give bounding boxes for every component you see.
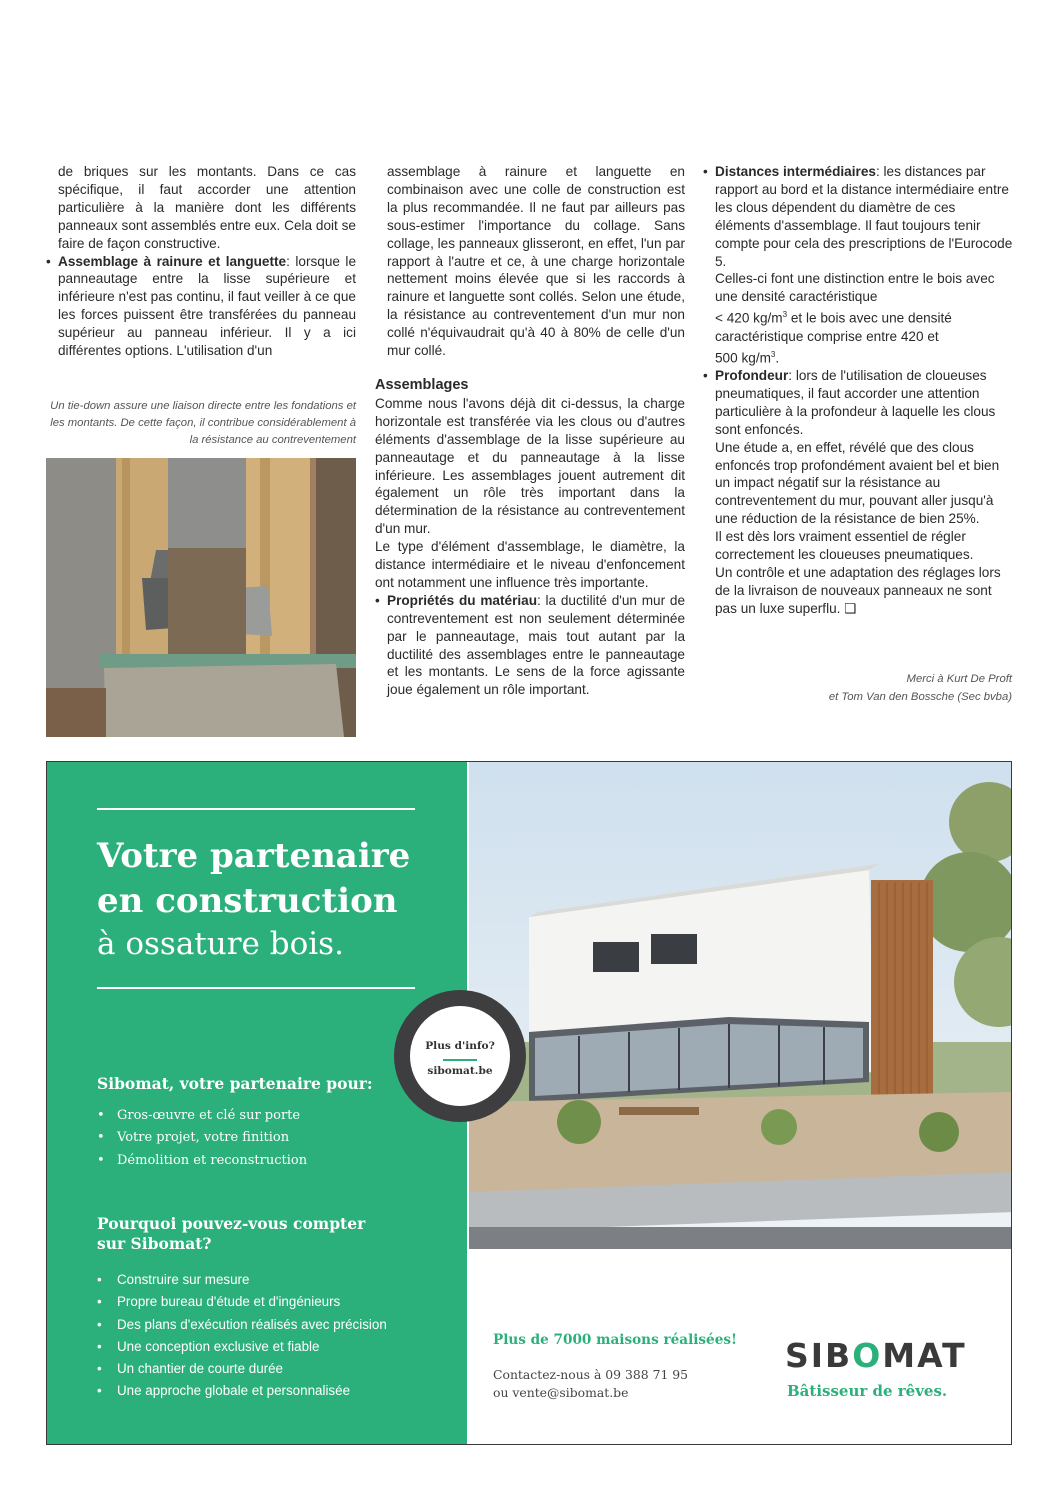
section-heading: Assemblages — [375, 376, 469, 393]
logo-part-o: O — [852, 1336, 883, 1375]
why-list — [97, 1269, 387, 1403]
info-badge-question: Plus d'info? — [425, 1040, 495, 1052]
col3-paragraph-3: Il est dès lors vraiment essentiel de régler correctement les cloueuses pneumatiques. — [715, 529, 974, 563]
logo-part-1: SIB — [785, 1336, 853, 1375]
logo-part-2: MAT — [882, 1336, 967, 1375]
end-mark-icon: ❑ — [844, 600, 857, 616]
col3-bullet-1-term: Distances intermédiaires — [715, 164, 876, 179]
ad-title-line-2: en construction — [97, 881, 398, 921]
credit-line-1: Merci à Kurt De Proft — [906, 673, 1012, 685]
info-badge-inner — [410, 1006, 510, 1106]
list-item: • Gros-œuvre et clé sur porte — [97, 1105, 307, 1127]
list-item: • Votre projet, votre finition — [97, 1127, 307, 1149]
column-1 — [46, 163, 356, 360]
col3-bullet-1-text: : les distances par rapport au bord et la distance intermédiaire entre les clous dépendent du diamètre de ces éléments d'assemblage. Il faut toujours tenir compte pour cela des prescriptions de l'Eurocode 5. — [715, 164, 1013, 269]
col3-bullet-2 — [703, 367, 1013, 439]
density-text-a: Celles-ci font une distinction entre le bois avec une densité caractéristique — [715, 271, 995, 305]
col3-bullet-2-text: : lors de l'utilisation de cloueuses pneumatiques, il faut accorder une attention particulière à la profondeur à laquelle les clous sont enfoncés. — [715, 368, 996, 437]
contact-email[interactable]: ou vente@sibomat.be — [493, 1385, 629, 1400]
col2-paragraph-3: Le type d'élément d'assemblage, le diamètre, la distance intermédiaire et le niveau d'enfoncement ont notamment une influence très importante. — [375, 539, 685, 590]
list-item: • Un chantier de courte durée — [97, 1358, 387, 1380]
list-item: • Démolition et reconstruction — [97, 1150, 307, 1172]
info-badge[interactable] — [394, 990, 526, 1122]
photo-caption: Un tie-down assure une liaison directe entre les fondations et les montants. De cette façon, il contribue considérablement à la résistance au contreventement — [50, 400, 356, 446]
col2-bullet-term: Propriétés du matériau — [387, 592, 538, 608]
tie-down-illustration — [46, 458, 356, 737]
tie-down-photo — [46, 458, 356, 737]
ad-subtitle: à ossature bois. — [97, 926, 344, 962]
col1-bullet — [46, 253, 356, 360]
list-item: • Des plans d'exécution réalisés avec précision — [97, 1314, 387, 1336]
why-heading-line-1: Pourquoi pouvez-vous compter — [97, 1214, 366, 1233]
acknowledgement — [740, 670, 1012, 706]
superscript-1: 3 — [782, 310, 788, 320]
website-link[interactable]: sibomat.be — [427, 1065, 493, 1077]
col2-paragraph-1: assemblage à rainure et languette en combinaison avec une colle de construction est la plus recommandée. Il ne faut par ailleurs pas sous-estimer l'importance du collage. Sans collage, les panneaux glisseront, en effet, l'un par rapport à l'autre et ce, à une charge horizontale nettement moins élevée que si les raccords à rainure et languette sont collés. Selon une étude, la résistance au contreventement d'un mur non collé n'équivaudrait qu'à 40 à 80% de celle d'un mur collé. — [387, 164, 685, 359]
column-3 — [703, 163, 1013, 618]
col3-paragraph-4 — [703, 564, 1013, 618]
top-rule — [97, 808, 415, 810]
tagline: Bâtisseur de rêves. — [787, 1382, 948, 1400]
col2-bullet — [375, 592, 685, 699]
col2-paragraph-2: Comme nous l'avons déjà dit ci-dessus, la charge horizontale est transférée via les clous ou d'autres éléments d'assemblage de la lisse supérieure au panneautage et du panneautage à la lisse inférieure. Les assemblages jouent autrement dit également un rôle très important dans la détermination de la résistance au contreventement d'un mur. — [375, 395, 685, 537]
col3-paragraph-4-text: Un contrôle et une adaptation des réglages lors de la livraison de nouveaux panneaux ne sont pas un luxe superflu. — [715, 565, 1001, 616]
col1-paragraph: de briques sur les montants. Dans ce cas spécifique, il faut accorder une attention particulière à la manière dont les différents panneaux sont assemblés entre eux. Cela doit se faire de façon constructive. — [58, 164, 356, 251]
info-badge-divider — [443, 1059, 477, 1061]
bottom-rule — [97, 987, 415, 989]
partner-list — [97, 1105, 307, 1172]
col3-paragraph-2: Une étude a, en effet, révélé que des clous enfoncés trop profondément avaient bel et bien un impact négatif sur la résistance au contreventement du mur, pouvant aller jusqu'à une réduction de la résistance de bien 25%. — [715, 439, 1000, 527]
density-text-e: . — [775, 350, 780, 366]
column-2 — [375, 163, 685, 699]
col3-bullet-2-term: Profondeur — [715, 368, 789, 384]
ad-title-line-1: Votre partenaire — [97, 836, 411, 876]
list-item: • Propre bureau d'étude et d'ingénieurs — [97, 1291, 387, 1313]
density-text-d: 500 kg/m — [715, 350, 771, 366]
sibomat-logo — [785, 1336, 967, 1375]
partner-heading: Sibomat, votre partenaire pour: — [97, 1074, 373, 1093]
why-heading-line-2: sur Sibomat? — [97, 1234, 212, 1253]
houses-built-claim: Plus de 7000 maisons réalisées! — [493, 1332, 737, 1348]
contact-phone: Contactez-nous à 09 388 71 95 — [493, 1367, 689, 1382]
list-item: • Construire sur mesure — [97, 1269, 387, 1291]
density-text-c: et le bois avec une densité caractéristique comprise entre 420 et — [715, 310, 952, 344]
list-item: • Une approche globale et personnalisée — [97, 1380, 387, 1402]
modern-house-illustration — [469, 762, 1012, 1249]
credit-line-2: et Tom Van den Bossche (Sec bvba) — [828, 691, 1012, 703]
sibomat-advertisement — [46, 761, 1012, 1445]
density-text-b: < 420 kg/m — [715, 310, 783, 326]
col1-bullet-term: Assemblage à rainure et languette — [58, 253, 287, 269]
ad-green-panel — [47, 762, 467, 1445]
col3-density-paragraph — [703, 270, 1013, 367]
ad-title — [97, 834, 410, 924]
contact-info — [493, 1366, 688, 1402]
why-heading — [97, 1214, 365, 1254]
superscript-2: 3 — [770, 349, 776, 359]
col3-bullet-1 — [703, 163, 1013, 270]
col1-bullet-text: : lorsque le panneautage entre la lisse supérieure et inférieure n'est pas continu, il faut veiller à ce que les forces puissent être transférées du panneau supérieur au panneau inférieur. Il y a ici différentes options. L'utilisation d'un — [58, 253, 357, 359]
list-item: • Une conception exclusive et fiable — [97, 1336, 387, 1358]
house-photo — [469, 762, 1012, 1249]
col2-bullet-text: : la ductilité d'un mur de contreventement est non seulement déterminée par le panneautage, mais tout autant par la ductilité des assemblages entre le panneautage et les montants. Le sens de la force agissante joue également un rôle important. — [387, 592, 685, 698]
